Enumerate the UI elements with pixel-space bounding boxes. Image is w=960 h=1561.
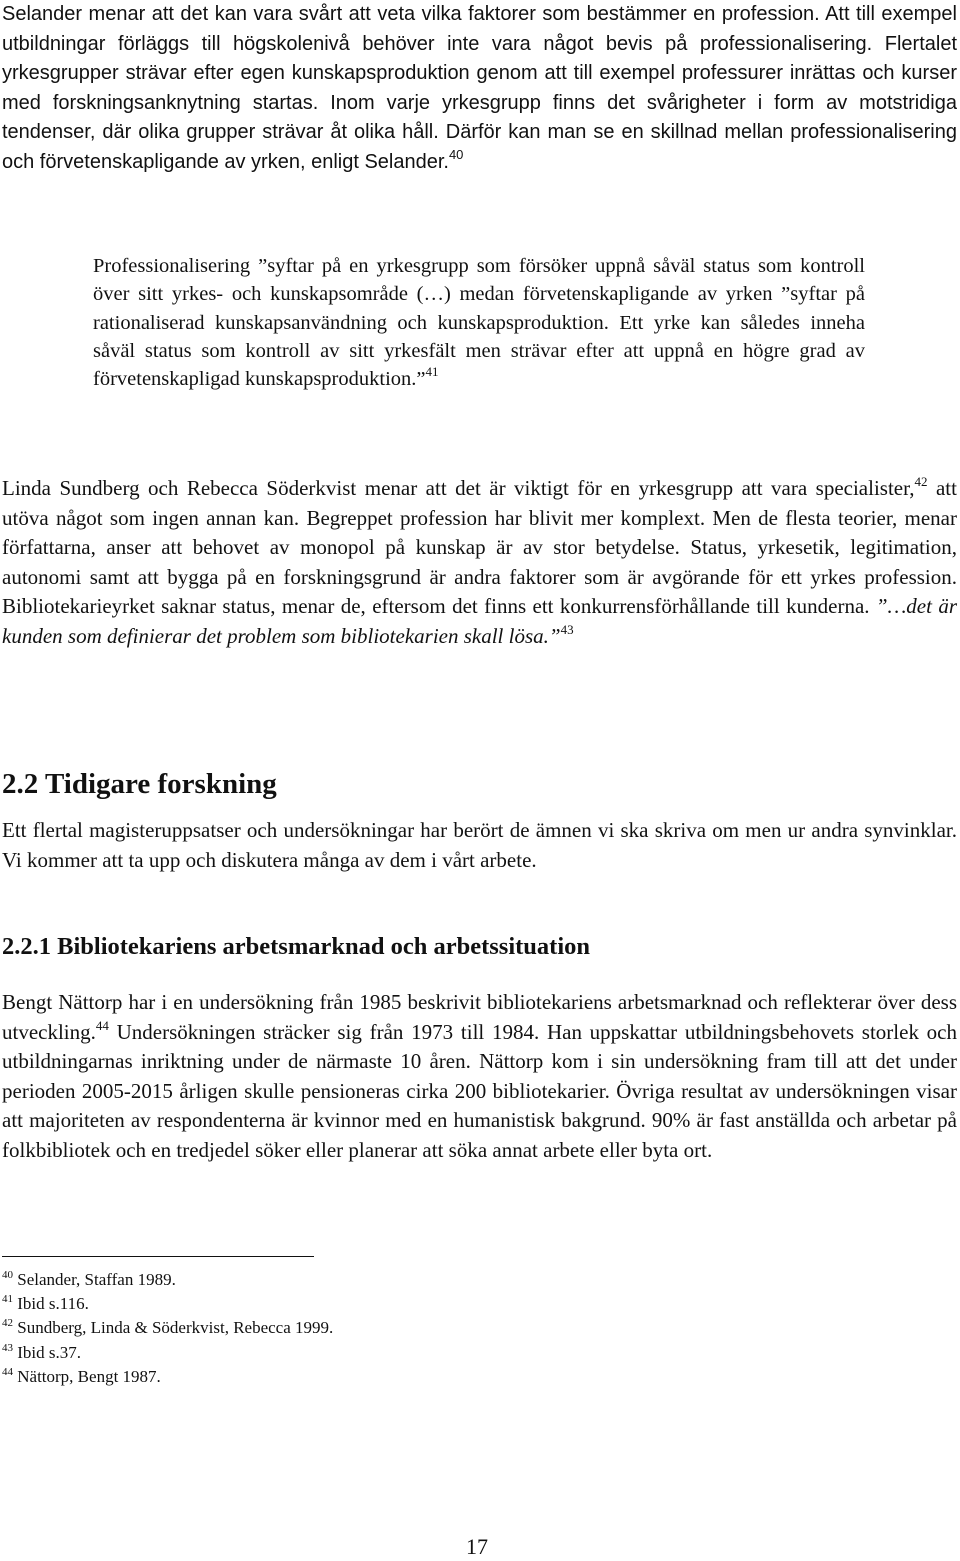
footnote-number: 41 bbox=[2, 1293, 13, 1306]
footnote-item bbox=[2, 1292, 333, 1316]
paragraph-text: att utöva något som ingen annan kan. Begreppet profession har blivit mer komplext. Men de flesta teorier, menar författarna, anser att behovet av monopol på kunskap är av stor betydelse. Status, yrkesetik, legitimation, autonomi samt att bygga på en forskningsgrund är andra faktorer som är avgörande för ett yrkes profession. Bibliotekarieyrket saknar status, menar de, eftersom det finns ett konkurrensförhållande till kunderna. bbox=[2, 476, 957, 619]
footnote-ref-42: 42 bbox=[914, 474, 928, 489]
footnote-ref-44: 44 bbox=[95, 1017, 109, 1033]
paragraph-tidigare-forskning bbox=[2, 816, 957, 875]
footnote-text: Ibid s.37. bbox=[17, 1342, 81, 1362]
subsection-heading-2-2-1: 2.2.1 Bibliotekariens arbetsmarknad och arbetssituation bbox=[2, 933, 591, 960]
paragraph-selander bbox=[2, 0, 957, 178]
footnotes-section bbox=[2, 1268, 333, 1389]
paragraph-text: Bengt Nättorp har i en undersökning från 1985 beskrivit bibliotekariens arbetsmarknad och reflekterar över dess utveckling. bbox=[2, 990, 957, 1044]
footnote-divider bbox=[2, 1256, 314, 1257]
footnote-text: Ibid s.116. bbox=[17, 1294, 89, 1314]
footnote-item bbox=[2, 1341, 333, 1365]
paragraph-text: Undersökningen sträcker sig från 1973 till 1984. Han uppskattar utbildningsbehovets storlek och utbildningarnas inriktning under de närmaste 10 åren. Nättorp kom i sin undersökning fram till att det under perioden 2005-2015 årligen skulle pensioneras cirka 200 bibliotekarier. Övriga resultat av undersökningen visar att majoriteten av respondenterna är kvinnor med en humanistisk bakgrund. 90% är fast anställda och arbetar på folkbibliotek och en tredjedel söker eller planerar att söka annat arbete eller byta ort. bbox=[2, 1019, 957, 1162]
paragraph-text: Ett flertal magisteruppsatser och undersökningar har berört de ämnen vi ska skriva om men ur andra synvinklar. Vi kommer att ta upp och diskutera många av dem i vårt arbete. bbox=[2, 818, 957, 872]
footnote-text: Nättorp, Bengt 1987. bbox=[17, 1366, 161, 1386]
footnote-text: Selander, Staffan 1989. bbox=[17, 1270, 176, 1289]
page-number: 17 bbox=[466, 1534, 488, 1559]
footnote-item bbox=[2, 1268, 333, 1292]
footnote-text: Sundberg, Linda & Söderkvist, Rebecca 1999. bbox=[17, 1318, 334, 1338]
paragraph-text: Linda Sundberg och Rebecca Söderkvist menar att det är viktigt för en yrkesgrupp att vara specialister, bbox=[2, 476, 915, 500]
block-quote bbox=[93, 252, 865, 393]
footnote-number: 42 bbox=[2, 1317, 13, 1330]
footnote-number: 40 bbox=[2, 1269, 13, 1281]
footnote-number: 44 bbox=[2, 1365, 13, 1378]
quote-text: Professionalisering ”syftar på en yrkesgrupp som försöker uppnå såväl status som kontroll över sitt yrkes- och kunskapsområde (…) medan förvetenskapligande av yrken ”syftar på rationaliserad kunskapsanvändning och kunskapsproduktion. Ett yrke kan således inneha såväl status som kontroll av sitt yrkesfält men strävar efter att uppnå en högre grad av förvetenskapligad kunskapsproduktion.” bbox=[93, 255, 865, 391]
footnote-number: 43 bbox=[2, 1341, 13, 1354]
paragraph-text: Selander menar att det kan vara svårt att veta vilka faktorer som bestämmer en profession. Att till exempel utbildningar förläggs till högskolenivå behöver inte vara något bevis på professionalisering. Flertalet yrkesgrupper strävar efter egen kunskapsproduktion genom att till exempel professurer inrättas och kurser med forskningsanknytning startas. Inom varje yrkesgrupp finns det svårigheter i form av motstridiga tendenser, där olika grupper strävar åt olika håll. Därför kan man se en skillnad mellan professionalisering och förvetenskapligande av yrken, enligt Selander. bbox=[2, 3, 957, 173]
section-heading-2-2: 2.2 Tidigare forskning bbox=[2, 768, 277, 800]
footnote-item bbox=[2, 1316, 333, 1340]
footnote-ref-40: 40 bbox=[448, 146, 464, 162]
italic-quote: ”…det är kunden som definierar det problem som bibliotekarien skall lösa.” bbox=[2, 594, 957, 648]
paragraph-nattorp bbox=[2, 988, 957, 1166]
footnote-ref-43: 43 bbox=[560, 621, 574, 637]
footnote-ref-41: 41 bbox=[425, 364, 439, 380]
paragraph-sundberg bbox=[2, 474, 957, 652]
footnote-item bbox=[2, 1365, 333, 1389]
